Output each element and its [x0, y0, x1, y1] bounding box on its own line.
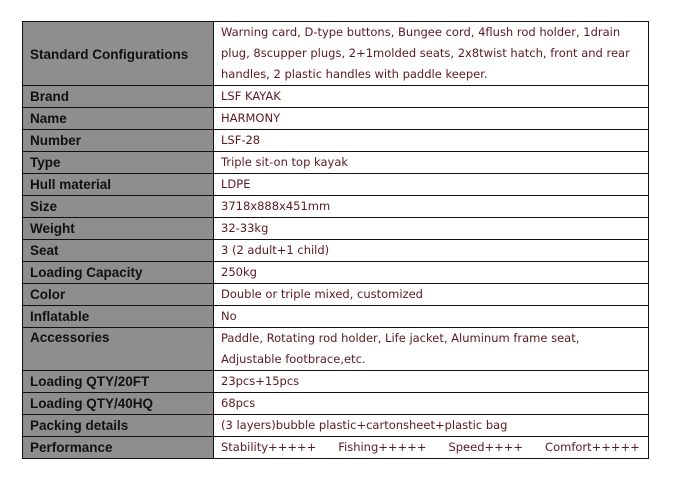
- spec-label: Standard Configurations: [23, 22, 214, 86]
- spec-table: [22, 21, 649, 459]
- spec-value: Triple sit-on top kayak: [214, 152, 649, 174]
- spec-label: Packing details: [23, 415, 214, 437]
- spec-value: Double or triple mixed, customized: [214, 284, 649, 306]
- spec-label: Color: [23, 284, 214, 306]
- spec-label: Accessories: [23, 328, 214, 371]
- spec-value: 68pcs: [214, 393, 649, 415]
- spec-label: Loading Capacity: [23, 262, 214, 284]
- spec-label: Loading QTY/40HQ: [23, 393, 214, 415]
- spec-value: 23pcs+15pcs: [214, 371, 649, 393]
- spec-label: Name: [23, 108, 214, 130]
- spec-row: [23, 328, 649, 371]
- performance-rating: Speed++++: [448, 440, 524, 454]
- performance-rating: Fishing+++++: [338, 440, 427, 454]
- spec-label: Number: [23, 130, 214, 152]
- spec-value: LSF KAYAK: [214, 86, 649, 108]
- spec-value: 3718x888x451mm: [214, 196, 649, 218]
- spec-row: [23, 130, 649, 152]
- spec-value: LDPE: [214, 174, 649, 196]
- spec-label: Hull material: [23, 174, 214, 196]
- performance-rating: Stability+++++: [221, 440, 317, 454]
- performance-rating: Comfort+++++: [545, 440, 640, 454]
- spec-row: [23, 22, 649, 86]
- spec-row: [23, 108, 649, 130]
- spec-label: Size: [23, 196, 214, 218]
- spec-row: [23, 218, 649, 240]
- spec-label: Performance: [23, 437, 214, 459]
- spec-value: 3 (2 adult+1 child): [214, 240, 649, 262]
- spec-row: [23, 174, 649, 196]
- spec-label: Brand: [23, 86, 214, 108]
- spec-value: LSF-28: [214, 130, 649, 152]
- spec-label: Weight: [23, 218, 214, 240]
- spec-row: [23, 196, 649, 218]
- spec-label: Loading QTY/20FT: [23, 371, 214, 393]
- spec-row: [23, 86, 649, 108]
- spec-row: [23, 371, 649, 393]
- spec-value: Warning card, D-type buttons, Bungee cord, 4flush rod holder, 1drain plug, 8scupper plugs, 2+1molded seats, 2x8twist hatch, front and rear handles, 2 plastic handles with paddle keeper.: [214, 22, 649, 86]
- spec-row: [23, 152, 649, 174]
- spec-row: [23, 415, 649, 437]
- spec-row: [23, 262, 649, 284]
- spec-value: (3 layers)bubble plastic+cartonsheet+plastic bag: [214, 415, 649, 437]
- spec-value: HARMONY: [214, 108, 649, 130]
- spec-value: [214, 437, 649, 459]
- spec-label: Inflatable: [23, 306, 214, 328]
- spec-value: No: [214, 306, 649, 328]
- spec-row: [23, 437, 649, 459]
- spec-label: Seat: [23, 240, 214, 262]
- spec-row: [23, 306, 649, 328]
- spec-value: 32-33kg: [214, 218, 649, 240]
- spec-row: [23, 240, 649, 262]
- spec-row: [23, 284, 649, 306]
- spec-label: Type: [23, 152, 214, 174]
- spec-row: [23, 393, 649, 415]
- spec-value: 250kg: [214, 262, 649, 284]
- spec-value: Paddle, Rotating rod holder, Life jacket, Aluminum frame seat, Adjustable footbrace,etc.: [214, 328, 649, 371]
